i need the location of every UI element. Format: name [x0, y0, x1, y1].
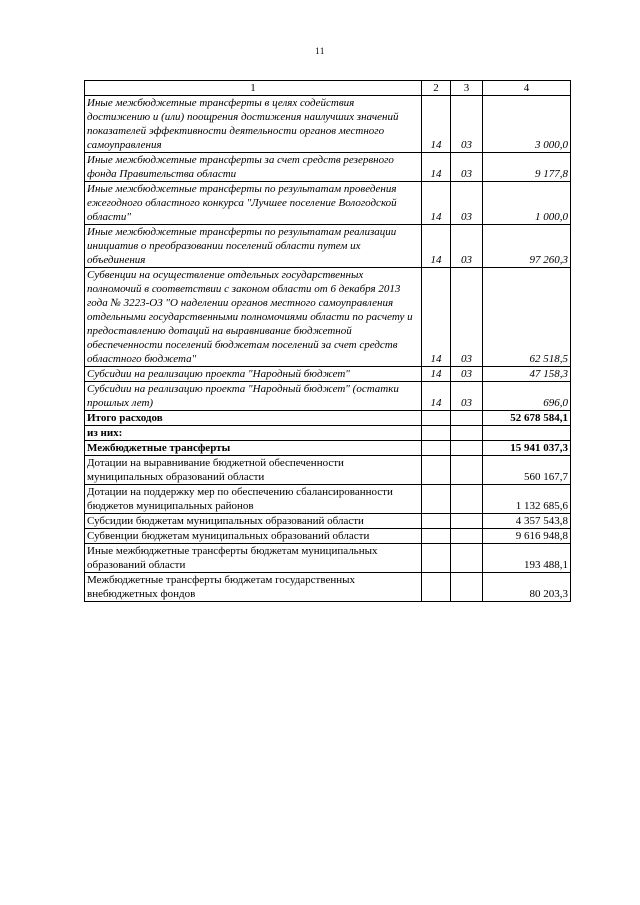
row-section-code: 14: [422, 367, 451, 382]
row-subsection-code: [451, 441, 483, 456]
row-name: Субсидии на реализацию проекта "Народный бюджет" (остатки прошлых лет): [85, 382, 422, 411]
table-row: [85, 367, 571, 382]
table-row: [85, 441, 571, 456]
row-amount: 15 941 037,3: [483, 441, 571, 456]
row-subsection-code: [451, 573, 483, 602]
row-subsection-code: [451, 411, 483, 426]
row-section-code: [422, 485, 451, 514]
row-subsection-code: 03: [451, 382, 483, 411]
row-subsection-code: 03: [451, 153, 483, 182]
row-amount: 9 177,8: [483, 153, 571, 182]
row-name: Субвенции бюджетам муниципальных образований области: [85, 529, 422, 544]
row-section-code: [422, 544, 451, 573]
row-amount: 3 000,0: [483, 96, 571, 153]
row-amount: 696,0: [483, 382, 571, 411]
row-subsection-code: 03: [451, 268, 483, 367]
row-section-code: [422, 514, 451, 529]
row-name: Иные межбюджетные трансферты по результатам проведения ежегодного областного конкурса "Лучшее поселение Вологодской области": [85, 182, 422, 225]
table-row: [85, 485, 571, 514]
row-name: Итого расходов: [85, 411, 422, 426]
row-name: Иные межбюджетные трансферты в целях содействия достижению и (или) поощрения достижения наилучших значений показателей эффективности деятельности органов местного самоуправления: [85, 96, 422, 153]
table-row: [85, 544, 571, 573]
row-amount: [483, 426, 571, 441]
row-name: Иные межбюджетные трансферты за счет средств резервного фонда Правительства области: [85, 153, 422, 182]
row-name: Субвенции на осуществление отдельных государственных полномочий в соответствии с законом области от 6 декабря 2013 года № 3223-ОЗ "О наделении органов местного самоуправления отдельными государственными полномочиями области по расчету и предоставлению дотаций на выравнивание бюджетной обеспеченности поселений бюджетам поселений за счет средств областного бюджета": [85, 268, 422, 367]
table-row: [85, 573, 571, 602]
row-subsection-code: [451, 426, 483, 441]
row-amount: 62 518,5: [483, 268, 571, 367]
row-amount: 4 357 543,8: [483, 514, 571, 529]
row-name: из них:: [85, 426, 422, 441]
row-name: Субсидии бюджетам муниципальных образований области: [85, 514, 422, 529]
row-section-code: [422, 573, 451, 602]
row-subsection-code: [451, 544, 483, 573]
row-name: Дотации на выравнивание бюджетной обеспеченности муниципальных образований области: [85, 456, 422, 485]
row-amount: 560 167,7: [483, 456, 571, 485]
header-col-1: 1: [85, 81, 422, 96]
table-row: [85, 514, 571, 529]
row-section-code: 14: [422, 153, 451, 182]
row-subsection-code: [451, 529, 483, 544]
row-subsection-code: [451, 485, 483, 514]
row-amount: 97 260,3: [483, 225, 571, 268]
row-name: Иные межбюджетные трансферты по результатам реализации инициатив о преобразовании поселений области путем их объединения: [85, 225, 422, 268]
row-amount: 47 158,3: [483, 367, 571, 382]
row-section-code: 14: [422, 225, 451, 268]
row-amount: 1 132 685,6: [483, 485, 571, 514]
row-section-code: [422, 441, 451, 456]
row-section-code: [422, 411, 451, 426]
header-col-4: 4: [483, 81, 571, 96]
table-row: [85, 182, 571, 225]
table-row: [85, 382, 571, 411]
table-header-row: [85, 81, 571, 96]
row-subsection-code: [451, 456, 483, 485]
table-row: [85, 529, 571, 544]
row-amount: 193 488,1: [483, 544, 571, 573]
budget-table: [84, 80, 571, 602]
row-section-code: 14: [422, 182, 451, 225]
row-section-code: [422, 529, 451, 544]
header-col-3: 3: [451, 81, 483, 96]
page-number: 11: [315, 46, 325, 56]
table-row: [85, 268, 571, 367]
row-amount: 80 203,3: [483, 573, 571, 602]
row-amount: 9 616 948,8: [483, 529, 571, 544]
table-row: [85, 426, 571, 441]
row-name: Межбюджетные трансферты бюджетам государственных внебюджетных фондов: [85, 573, 422, 602]
row-section-code: [422, 426, 451, 441]
row-name: Субсидии на реализацию проекта "Народный бюджет": [85, 367, 422, 382]
table-row: [85, 411, 571, 426]
row-amount: 1 000,0: [483, 182, 571, 225]
row-subsection-code: [451, 514, 483, 529]
row-subsection-code: 03: [451, 96, 483, 153]
row-name: Межбюджетные трансферты: [85, 441, 422, 456]
table-row: [85, 225, 571, 268]
row-amount: 52 678 584,1: [483, 411, 571, 426]
row-subsection-code: 03: [451, 225, 483, 268]
header-col-2: 2: [422, 81, 451, 96]
row-name: Дотации на поддержку мер по обеспечению сбалансированности бюджетов муниципальных районов: [85, 485, 422, 514]
table-row: [85, 96, 571, 153]
table-row: [85, 456, 571, 485]
row-section-code: [422, 456, 451, 485]
row-section-code: 14: [422, 268, 451, 367]
table-row: [85, 153, 571, 182]
row-section-code: 14: [422, 96, 451, 153]
row-name: Иные межбюджетные трансферты бюджетам муниципальных образований области: [85, 544, 422, 573]
row-section-code: 14: [422, 382, 451, 411]
row-subsection-code: 03: [451, 367, 483, 382]
row-subsection-code: 03: [451, 182, 483, 225]
